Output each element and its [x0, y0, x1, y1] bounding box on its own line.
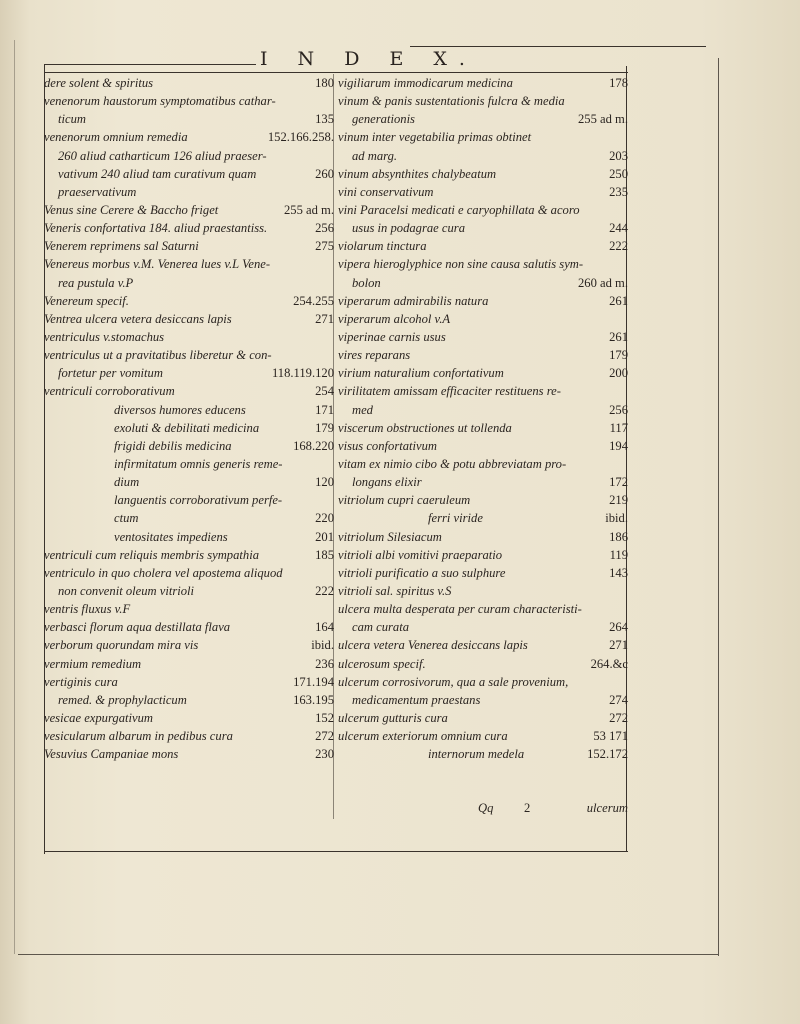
- index-entry: [338, 655, 628, 673]
- page-reference: 117: [609, 420, 628, 435]
- index-entry: [44, 727, 334, 745]
- page-reference: 236: [315, 656, 334, 671]
- page-reference: 152.166.258.: [267, 130, 334, 145]
- page-reference: 168.220: [293, 438, 334, 453]
- index-entry: [338, 237, 628, 255]
- index-entry: [338, 546, 628, 564]
- entry-text: med: [352, 402, 373, 417]
- page-reference: 119: [609, 547, 628, 562]
- page-reference: 255 ad m.: [283, 202, 334, 217]
- index-entry: [44, 292, 334, 310]
- entry-text: vativum 240 aliud tam curativum quam: [58, 166, 257, 181]
- page-reference: 135: [315, 112, 334, 127]
- catchword: ulcerum: [586, 801, 628, 815]
- index-entry: [338, 636, 628, 654]
- page-reference: ibid.: [311, 638, 334, 653]
- signature-number: 2: [524, 801, 531, 815]
- page-reference: 264: [609, 620, 628, 635]
- index-entry: [44, 600, 334, 618]
- index-entry: [338, 328, 628, 346]
- entry-text: generationis: [352, 112, 415, 127]
- page-reference: 255 ad m.: [577, 112, 628, 127]
- entry-text: frigidi debilis medicina: [114, 438, 232, 453]
- entry-text: virilitatem amissam efficaciter restituens re-: [338, 384, 561, 399]
- index-entry: [44, 564, 334, 600]
- index-entry: [338, 509, 628, 527]
- entry-text: Ventrea ulcera vetera desiccans lapis: [44, 311, 232, 326]
- page-reference: 271: [609, 638, 628, 653]
- page-reference: 272: [609, 710, 628, 725]
- entry-text: ferri viride: [428, 511, 483, 526]
- index-entry: [44, 328, 334, 346]
- page-reference: 220: [315, 511, 334, 526]
- entry-text: verborum quorundam mira vis: [44, 638, 199, 653]
- entry-text: vesicae expurgativum: [44, 710, 153, 725]
- entry-text: ad marg.: [352, 148, 398, 163]
- entry-text: Venerem reprimens sal Saturni: [44, 239, 199, 254]
- index-entry: [338, 92, 628, 128]
- entry-text: Venereum specif.: [44, 293, 129, 308]
- entry-text: visus confortativum: [338, 438, 437, 453]
- index-entry: [44, 745, 334, 763]
- entry-text: vitriolum cupri caeruleum: [338, 493, 471, 508]
- index-entry: [44, 346, 334, 382]
- entry-text: vinum & panis sustentationis fulcra & media: [338, 94, 565, 109]
- index-entry: [338, 382, 628, 418]
- page-reference: 203: [609, 148, 628, 163]
- entry-text: vitriolum Silesiacum: [338, 529, 442, 544]
- index-entry: [44, 455, 334, 491]
- page-reference: 274: [609, 692, 628, 707]
- plate-outer-bottom: [18, 954, 718, 955]
- entry-text: viperarum alcohol v.A: [338, 311, 451, 326]
- index-entry: [338, 437, 628, 455]
- entry-text: ticum: [58, 112, 86, 127]
- page-reference: 261: [609, 329, 628, 344]
- entry-text: venenorum omnium remedia: [44, 130, 188, 145]
- entry-text: diversos humores educens: [114, 402, 246, 417]
- page-reference: 264.&c: [590, 656, 628, 671]
- index-entry: [338, 600, 628, 636]
- index-entry: [338, 709, 628, 727]
- signature-mark: Qq: [478, 801, 494, 815]
- index-entry: [44, 92, 334, 128]
- entry-text: rea pustula v.P: [58, 275, 134, 290]
- index-entry: [44, 401, 334, 419]
- page-reference: 256: [609, 402, 628, 417]
- entry-text: 260 aliud catharticum 126 aliud praeser-: [58, 148, 267, 163]
- index-entry: [338, 564, 628, 582]
- entry-text: longans elixir: [352, 475, 422, 490]
- entry-text: vitrioli purificatio a suo sulphure: [338, 565, 506, 580]
- index-entry: [44, 219, 334, 237]
- index-entry: [44, 382, 334, 400]
- index-entry: [338, 745, 628, 763]
- frame-top-rule: [44, 72, 628, 73]
- index-entry: [338, 255, 628, 291]
- page-reference: 120: [315, 475, 334, 490]
- page-reference: 53 171: [593, 729, 628, 744]
- entry-text: vires reparans: [338, 348, 411, 363]
- index-entry: [44, 673, 334, 691]
- page-reference: 118.119.120: [271, 366, 334, 381]
- page-reference: 163.195: [293, 692, 334, 707]
- page-reference: 222: [609, 239, 628, 254]
- entry-text: ctum: [114, 511, 139, 526]
- entry-text: exoluti & debilitati medicina: [114, 420, 260, 435]
- page-reference: 185: [315, 547, 334, 562]
- page-reference: 194: [609, 438, 628, 453]
- entry-text: vertiginis cura: [44, 674, 118, 689]
- page-reference: 260 ad m.: [577, 275, 628, 290]
- index-column-right: [338, 74, 628, 763]
- entry-text: ulcerosum specif.: [338, 656, 426, 671]
- entry-text: praeservativum: [58, 184, 137, 199]
- page-reference: 180: [315, 76, 334, 90]
- index-entry: [44, 546, 334, 564]
- page-reference: 186: [609, 529, 628, 544]
- page-reference: 254.255: [293, 293, 334, 308]
- page-reference: 201: [315, 529, 334, 544]
- entry-text: vini Paracelsi medicati e caryophillata & acoro: [338, 202, 580, 217]
- page-reference: 164: [315, 620, 334, 635]
- index-entry: [338, 292, 628, 310]
- plate-outer-left: [14, 40, 15, 954]
- entry-text: remed. & prophylacticum: [58, 692, 187, 707]
- entry-text: vigiliarum immodicarum medicina: [338, 76, 513, 90]
- entry-text: cam curata: [352, 620, 410, 635]
- page-reference: 235: [609, 184, 628, 199]
- entry-text: dere solent & spiritus: [44, 76, 154, 90]
- entry-text: Venus sine Cerere & Baccho friget: [44, 202, 219, 217]
- page-reference: 250: [609, 166, 628, 181]
- index-entry: [338, 183, 628, 201]
- entry-text: violarum tinctura: [338, 239, 427, 254]
- entry-text: viperinae carnis usus: [338, 329, 446, 344]
- page-reference: 275: [315, 239, 334, 254]
- index-entry: [338, 455, 628, 491]
- entry-text: languentis corroborativum perfe-: [114, 493, 283, 508]
- index-entry: [44, 491, 334, 527]
- page-reference: 200: [609, 366, 628, 381]
- entry-text: bolon: [352, 275, 381, 290]
- entry-text: usus in podagrae cura: [352, 221, 465, 236]
- page-reference: 272: [315, 729, 334, 744]
- page-reference: 219: [609, 493, 628, 508]
- page-title: I N D E X.: [260, 48, 477, 70]
- page-reference: 254: [315, 384, 334, 399]
- page-reference: 271: [315, 311, 334, 326]
- page-reference: 244: [609, 221, 628, 236]
- index-entry: [338, 346, 628, 364]
- page-reference: 222: [315, 583, 334, 598]
- index-entry: [44, 255, 334, 291]
- entry-text: vinum absynthites chalybeatum: [338, 166, 497, 181]
- entry-text: viscerum obstructiones ut tollenda: [338, 420, 512, 435]
- entry-text: virium naturalium confortativum: [338, 366, 504, 381]
- index-entry: [44, 74, 334, 92]
- entry-text: ulcera multa desperata per curam characteristi-: [338, 602, 582, 617]
- index-entry: [338, 491, 628, 509]
- index-entry: [44, 437, 334, 455]
- index-entry: [44, 310, 334, 328]
- page-reference: 171: [315, 402, 334, 417]
- index-entry: [338, 419, 628, 437]
- page-reference: 261: [609, 293, 628, 308]
- entry-text: ulcerum exteriorum omnium cura: [338, 729, 508, 744]
- entry-text: medicamentum praestans: [352, 692, 481, 707]
- entry-text: vini conservativum: [338, 184, 434, 199]
- index-entry: [338, 364, 628, 382]
- entry-text: non convenit oleum vitrioli: [58, 583, 195, 598]
- page-footer: [478, 801, 628, 819]
- entry-text: ulcerum corrosivorum, qua a sale provenium,: [338, 674, 569, 689]
- index-entry: [44, 618, 334, 636]
- entry-text: Vesuvius Campaniae mons: [44, 747, 179, 762]
- index-entry: [338, 528, 628, 546]
- index-column-left: [44, 74, 334, 763]
- index-entry: [44, 201, 334, 219]
- entry-text: vitrioli sal. spiritus v.S: [338, 583, 452, 598]
- page-reference: 179: [609, 348, 628, 363]
- index-entry: [338, 74, 628, 92]
- page-reference: 152: [315, 710, 334, 725]
- entry-text: Veneris confortativa 184. aliud praestantiss.: [44, 221, 268, 236]
- page-reference: 230: [315, 747, 334, 762]
- plate-outer-right: [718, 58, 719, 956]
- entry-text: venenorum haustorum symptomatibus cathar-: [44, 94, 276, 109]
- page-reference: 179: [315, 420, 334, 435]
- entry-text: vesicularum albarum in pedibus cura: [44, 729, 233, 744]
- entry-text: viperarum admirabilis natura: [338, 293, 489, 308]
- index-entry: [44, 419, 334, 437]
- index-entry: [338, 727, 628, 745]
- page-reference: 152.172: [587, 747, 628, 762]
- page-reference: 260: [315, 166, 334, 181]
- page-reference: 171.194: [293, 674, 334, 689]
- entry-text: vermium remedium: [44, 656, 142, 671]
- entry-text: internorum medela: [428, 747, 525, 762]
- index-entry: [44, 655, 334, 673]
- page-reference: ibid.: [605, 511, 628, 526]
- entry-text: ventriculi cum reliquis membris sympathia: [44, 547, 259, 562]
- entry-text: vitam ex nimio cibo & potu abbreviatam pro-: [338, 456, 567, 471]
- entry-text: ventriculi corroborativum: [44, 384, 175, 399]
- entry-text: ventriculo in quo cholera vel apostema aliquod: [44, 565, 283, 580]
- entry-text: ventriculus ut a pravitatibus liberetur & con-: [44, 348, 272, 363]
- entry-text: infirmitatum omnis generis reme-: [114, 456, 283, 471]
- index-entry: [44, 709, 334, 727]
- index-entry: [338, 165, 628, 183]
- entry-text: dium: [114, 475, 140, 490]
- entry-text: ulcera vetera Venerea desiccans lapis: [338, 638, 528, 653]
- entry-text: vitrioli albi vomitivi praeparatio: [338, 547, 503, 562]
- entry-text: ventositates impediens: [114, 529, 228, 544]
- entry-text: fortetur per vomitum: [58, 366, 163, 381]
- entry-text: ulcerum gutturis cura: [338, 710, 448, 725]
- index-entry: [338, 582, 628, 600]
- entry-text: ventriculus v.stomachus: [44, 329, 165, 344]
- entry-text: ventris fluxus v.F: [44, 602, 131, 617]
- entry-text: vinum inter vegetabilia primas obtinet: [338, 130, 532, 145]
- index-entry: [338, 201, 628, 237]
- page-reference: 178: [609, 76, 628, 90]
- index-entry: [44, 128, 334, 201]
- page-reference: 172: [609, 475, 628, 490]
- index-entry: [44, 691, 334, 709]
- index-entry: [44, 237, 334, 255]
- page-reference: 143: [609, 565, 628, 580]
- index-entry: [338, 310, 628, 328]
- page-reference: 256: [315, 221, 334, 236]
- entry-text: verbasci florum aqua destillata flava: [44, 620, 231, 635]
- entry-text: vipera hieroglyphice non sine causa salutis sym-: [338, 257, 584, 272]
- header-rule-left: [44, 64, 256, 65]
- index-entry: [44, 636, 334, 654]
- index-entry: [338, 128, 628, 164]
- entry-text: Venereus morbus v.M. Venerea lues v.L Vene-: [44, 257, 271, 272]
- index-entry: [44, 528, 334, 546]
- index-entry: [338, 673, 628, 709]
- frame-bottom-rule: [44, 851, 628, 852]
